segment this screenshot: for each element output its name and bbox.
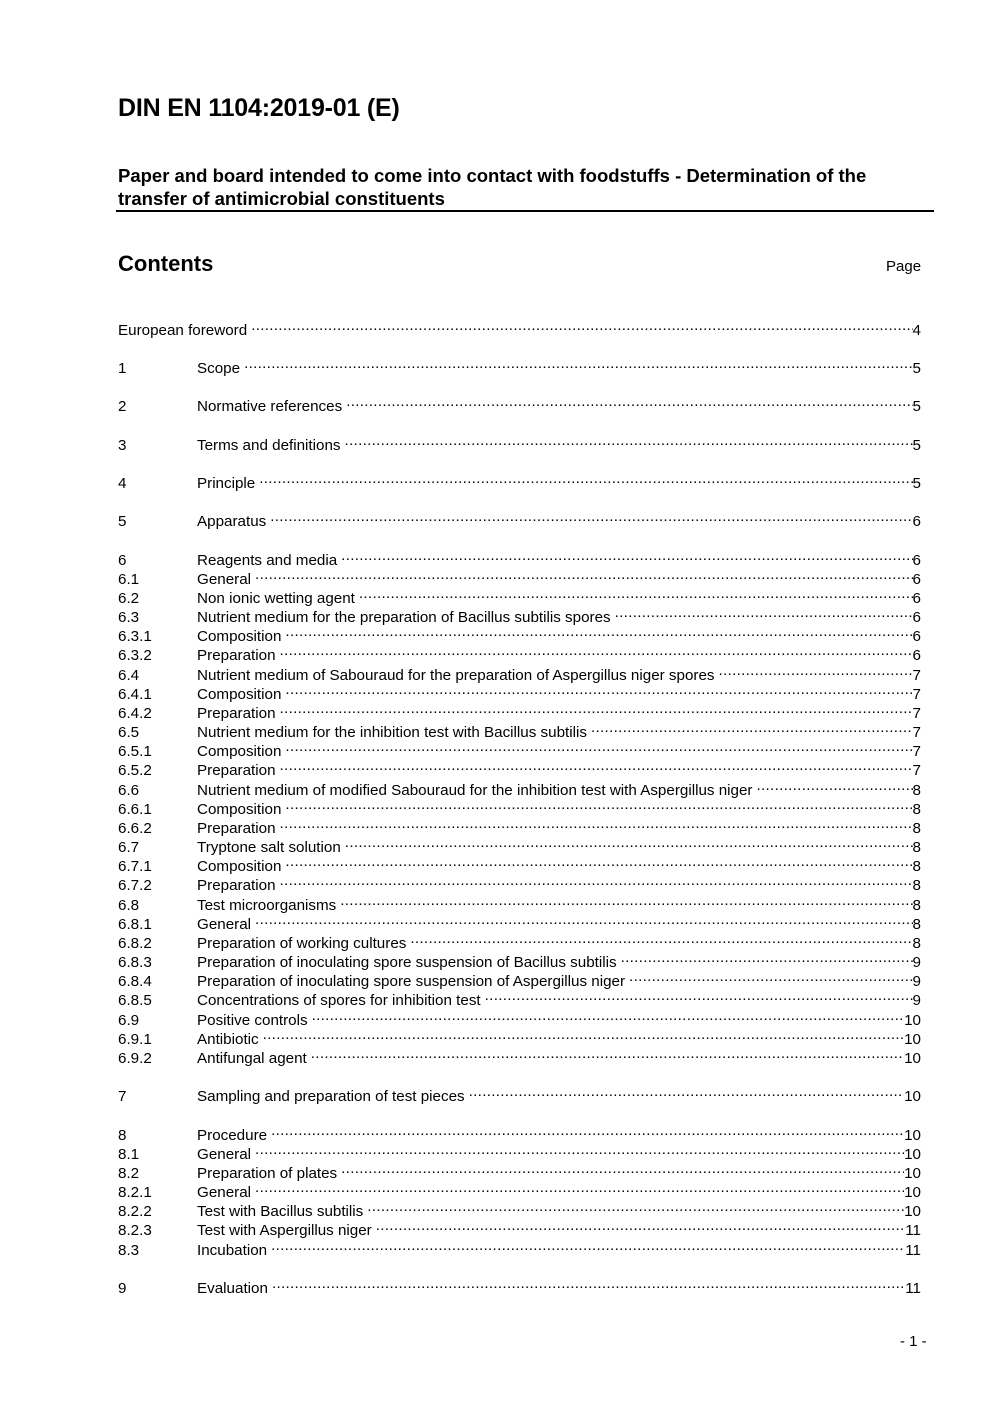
toc-entry[interactable] bbox=[118, 507, 921, 530]
toc-entry-number: 6.5 bbox=[118, 724, 140, 741]
document-subtitle: Paper and board intended to come into contact with foodstuffs - Determination of the transfer of antimicrobial constituents bbox=[118, 165, 867, 209]
toc-entry-page: 10 bbox=[904, 1165, 921, 1182]
toc-entry-title: Nutrient medium for the inhibition test with Bacillus subtilis bbox=[197, 724, 587, 741]
toc-dot-leader bbox=[410, 929, 912, 948]
toc-entry-page: 10 bbox=[904, 1050, 921, 1067]
toc-entry-title: Composition bbox=[197, 628, 282, 645]
toc-entry-title: General bbox=[197, 1184, 252, 1201]
toc-entry[interactable] bbox=[118, 1236, 921, 1259]
toc-entry-number: 6.5.1 bbox=[118, 743, 152, 760]
toc-dot-leader bbox=[469, 1082, 904, 1101]
toc-dot-leader bbox=[255, 1140, 904, 1159]
toc-dot-leader bbox=[280, 756, 913, 775]
toc-entry-title: Composition bbox=[197, 686, 282, 703]
toc-dot-leader bbox=[263, 1025, 904, 1044]
toc-entry-title: Incubation bbox=[197, 1242, 268, 1259]
toc-entry-page: 10 bbox=[904, 1146, 921, 1163]
toc-entry-title: Principle bbox=[197, 475, 256, 492]
toc-entry-page: 8 bbox=[912, 801, 921, 818]
toc-entry-title: Terms and definitions bbox=[197, 437, 341, 454]
toc-entry[interactable] bbox=[118, 1006, 921, 1029]
toc-entry-page: 11 bbox=[905, 1242, 921, 1259]
toc-entry[interactable] bbox=[118, 1082, 921, 1105]
toc-dot-leader bbox=[359, 584, 913, 603]
toc-dot-leader bbox=[340, 891, 912, 910]
toc-dot-leader bbox=[280, 641, 913, 660]
toc-dot-leader bbox=[271, 1121, 904, 1140]
toc-entry-number: 6.8.5 bbox=[118, 992, 152, 1009]
toc-entry-number: 8.2.1 bbox=[118, 1184, 152, 1201]
toc-entry[interactable] bbox=[118, 756, 921, 779]
document-title: DIN EN 1104:2019-01 (E) bbox=[118, 94, 400, 122]
toc-entry-page: 6 bbox=[912, 609, 921, 626]
toc-dot-leader bbox=[485, 986, 913, 1005]
toc-dot-leader bbox=[345, 833, 913, 852]
toc-entry-number: 6.6.2 bbox=[118, 820, 152, 837]
toc-entry-number: 6.8.1 bbox=[118, 916, 152, 933]
toc-entry-title: Evaluation bbox=[197, 1280, 268, 1297]
toc-entry[interactable] bbox=[118, 1197, 921, 1220]
toc-dot-leader bbox=[311, 1044, 904, 1063]
toc-entry-number: 6.2 bbox=[118, 590, 140, 607]
toc-entry-page: 8 bbox=[912, 916, 921, 933]
toc-entry-page: 6 bbox=[912, 628, 921, 645]
toc-entry-page: 8 bbox=[912, 935, 921, 952]
toc-entry[interactable] bbox=[118, 737, 921, 760]
toc-entry-number: 6.9 bbox=[118, 1012, 140, 1029]
toc-entry-page: 8 bbox=[912, 877, 921, 894]
toc-entry-number: 8.2.2 bbox=[118, 1203, 152, 1220]
toc-entry-page: 9 bbox=[912, 954, 921, 971]
toc-entry-number: 8.2.3 bbox=[118, 1222, 152, 1239]
toc-dot-leader bbox=[280, 871, 913, 890]
toc-entry-title: Scope bbox=[197, 360, 241, 377]
toc-entry-number: 8.1 bbox=[118, 1146, 140, 1163]
toc-entry-number: 6.3.1 bbox=[118, 628, 152, 645]
toc-entry[interactable] bbox=[118, 661, 921, 684]
toc-entry[interactable] bbox=[118, 948, 921, 971]
toc-dot-leader bbox=[255, 910, 913, 929]
toc-dot-leader bbox=[376, 1216, 905, 1235]
toc-entry-title: Nutrient medium of Sabouraud for the preparation of Aspergillus niger spores bbox=[197, 667, 715, 684]
toc-entry[interactable] bbox=[118, 1274, 921, 1297]
toc-dot-leader bbox=[312, 1006, 905, 1025]
toc-entry[interactable] bbox=[118, 1140, 921, 1163]
toc-dot-leader bbox=[285, 622, 912, 641]
toc-dot-leader bbox=[341, 1159, 904, 1178]
toc-entry-page: 6 bbox=[912, 513, 921, 530]
toc-entry-page: 7 bbox=[912, 762, 921, 779]
toc-entry[interactable] bbox=[118, 1178, 921, 1201]
toc-dot-leader bbox=[270, 507, 912, 526]
toc-entry-title: Preparation of inoculating spore suspension of Aspergillus niger bbox=[197, 973, 626, 990]
toc-entry-page: 9 bbox=[912, 973, 921, 990]
toc-entry-title: Positive controls bbox=[197, 1012, 308, 1029]
toc-entry-page: 10 bbox=[904, 1203, 921, 1220]
toc-entry[interactable] bbox=[118, 469, 921, 492]
toc-entry-number: 6.6.1 bbox=[118, 801, 152, 818]
toc-entry[interactable] bbox=[118, 986, 921, 1009]
toc-entry-title: Composition bbox=[197, 801, 282, 818]
toc-entry[interactable] bbox=[118, 891, 921, 914]
toc-entry[interactable] bbox=[118, 1121, 921, 1144]
toc-dot-leader bbox=[255, 1178, 904, 1197]
toc-dot-leader bbox=[719, 661, 913, 680]
toc-entry[interactable] bbox=[118, 833, 921, 856]
toc-entry-page: 7 bbox=[912, 686, 921, 703]
toc-entry-number: 6.1 bbox=[118, 571, 140, 588]
toc-entry[interactable] bbox=[118, 967, 921, 990]
toc-entry-title: Nutrient medium for the preparation of Bacillus subtilis spores bbox=[197, 609, 611, 626]
toc-entry-title: Preparation bbox=[197, 647, 276, 664]
toc-entry-page: 10 bbox=[904, 1184, 921, 1201]
toc-entry-number: 6.7.1 bbox=[118, 858, 152, 875]
toc-entry-number: 6.3.2 bbox=[118, 647, 152, 664]
toc-entry-page: 6 bbox=[912, 571, 921, 588]
toc-entry-title: Apparatus bbox=[197, 513, 267, 530]
toc-dot-leader bbox=[345, 431, 913, 450]
toc-dot-leader bbox=[346, 392, 912, 411]
toc-entry-title: Normative references bbox=[197, 398, 343, 415]
toc-entry-title: Tryptone salt solution bbox=[197, 839, 341, 856]
toc-entry[interactable] bbox=[118, 431, 921, 454]
toc-dot-leader bbox=[285, 737, 912, 756]
toc-entry-page: 5 bbox=[912, 475, 921, 492]
toc-entry-number: 6 bbox=[118, 552, 127, 569]
toc-entry-number: 2 bbox=[118, 398, 127, 415]
toc-entry[interactable] bbox=[118, 546, 921, 569]
toc-entry-title: Non ionic wetting agent bbox=[197, 590, 355, 607]
toc-entry[interactable] bbox=[118, 1044, 921, 1067]
toc-entry[interactable] bbox=[118, 795, 921, 818]
toc-entry[interactable] bbox=[118, 1025, 921, 1048]
toc-entry-number: 3 bbox=[118, 437, 127, 454]
toc-dot-leader bbox=[244, 354, 912, 373]
toc-entry-title: Sampling and preparation of test pieces bbox=[197, 1088, 465, 1105]
toc-entry-page: 5 bbox=[912, 437, 921, 454]
toc-entry-number: 6.4.2 bbox=[118, 705, 152, 722]
toc-entry-title: Preparation bbox=[197, 762, 276, 779]
toc-entry[interactable] bbox=[118, 641, 921, 664]
toc-dot-leader bbox=[285, 852, 912, 871]
toc-entry[interactable] bbox=[118, 354, 921, 377]
toc-dot-leader bbox=[285, 680, 912, 699]
toc-entry-page: 7 bbox=[912, 705, 921, 722]
toc-dot-leader bbox=[591, 718, 913, 737]
toc-entry-page: 6 bbox=[912, 590, 921, 607]
toc-entry-number: 9 bbox=[118, 1280, 127, 1297]
toc-entry-number: 8 bbox=[118, 1127, 127, 1144]
toc-entry-number: 6.6 bbox=[118, 782, 140, 799]
toc-entry-page: 5 bbox=[912, 398, 921, 415]
toc-entry[interactable] bbox=[118, 718, 921, 741]
toc-entry-title: Antifungal agent bbox=[197, 1050, 307, 1067]
toc-entry[interactable] bbox=[118, 392, 921, 415]
toc-dot-leader bbox=[629, 967, 913, 986]
toc-entry-page: 9 bbox=[912, 992, 921, 1009]
toc-dot-leader bbox=[367, 1197, 904, 1216]
toc-entry[interactable] bbox=[118, 316, 921, 339]
toc-entry-title: Preparation bbox=[197, 877, 276, 894]
toc-entry-page: 8 bbox=[912, 782, 921, 799]
toc-entry-page: 7 bbox=[912, 743, 921, 760]
toc-entry-number: 8.3 bbox=[118, 1242, 140, 1259]
toc-entry-page: 10 bbox=[904, 1031, 921, 1048]
page-column-heading: Page bbox=[886, 258, 922, 275]
toc-entry-page: 4 bbox=[912, 322, 921, 339]
toc-entry-title: Antibiotic bbox=[197, 1031, 259, 1048]
toc-entry[interactable] bbox=[118, 699, 921, 722]
toc-dot-leader bbox=[621, 948, 913, 967]
toc-dot-leader bbox=[280, 699, 913, 718]
toc-dot-leader bbox=[259, 469, 912, 488]
toc-entry-number: 1 bbox=[118, 360, 127, 377]
toc-entry-page: 10 bbox=[904, 1088, 921, 1105]
toc-entry-title: Preparation of inoculating spore suspension of Bacillus subtilis bbox=[197, 954, 617, 971]
toc-entry-page: 11 bbox=[905, 1222, 921, 1239]
toc-entry[interactable] bbox=[118, 1159, 921, 1182]
toc-entry-page: 7 bbox=[912, 724, 921, 741]
toc-entry[interactable] bbox=[118, 776, 921, 799]
toc-entry-number: 6.4.1 bbox=[118, 686, 152, 703]
toc-entry-title: Preparation bbox=[197, 705, 276, 722]
toc-entry-number: 6.8.4 bbox=[118, 973, 152, 990]
toc-dot-leader bbox=[272, 1274, 905, 1293]
toc-entry-title: Concentrations of spores for inhibition test bbox=[197, 992, 481, 1009]
toc-entry-title: General bbox=[197, 571, 252, 588]
toc-entry-title: Test microorganisms bbox=[197, 897, 337, 914]
toc-entry[interactable] bbox=[118, 565, 921, 588]
toc-entry-page: 8 bbox=[912, 839, 921, 856]
toc-entry-number: 8.2 bbox=[118, 1165, 140, 1182]
toc-entry-page: 11 bbox=[905, 1280, 921, 1297]
toc-entry-page: 8 bbox=[912, 897, 921, 914]
toc-entry-title: Composition bbox=[197, 858, 282, 875]
toc-entry-page: 5 bbox=[912, 360, 921, 377]
contents-heading: Contents bbox=[118, 251, 214, 276]
page-number: - 1 - bbox=[900, 1333, 927, 1350]
toc-entry-number: 5 bbox=[118, 513, 127, 530]
toc-entry-page: 6 bbox=[912, 647, 921, 664]
toc-entry[interactable] bbox=[118, 680, 921, 703]
toc-entry-title: Preparation bbox=[197, 820, 276, 837]
toc-entry-page: 10 bbox=[904, 1127, 921, 1144]
toc-entry[interactable] bbox=[118, 852, 921, 875]
toc-entry[interactable] bbox=[118, 1216, 921, 1239]
toc-dot-leader bbox=[341, 546, 912, 565]
toc-entry-title: Preparation of plates bbox=[197, 1165, 338, 1182]
toc-entry[interactable] bbox=[118, 910, 921, 933]
toc-entry-number: 6.8.3 bbox=[118, 954, 152, 971]
toc-entry-page: 6 bbox=[912, 552, 921, 569]
toc-dot-leader bbox=[757, 776, 913, 795]
toc-dot-leader bbox=[251, 316, 912, 335]
toc-dot-leader bbox=[271, 1236, 905, 1255]
toc-entry[interactable] bbox=[118, 814, 921, 837]
toc-entry-number: 6.9.1 bbox=[118, 1031, 152, 1048]
toc-dot-leader bbox=[615, 603, 913, 622]
toc-dot-leader bbox=[280, 814, 913, 833]
toc-entry-page: 8 bbox=[912, 858, 921, 875]
toc-entry-title: European foreword bbox=[118, 322, 248, 339]
toc-entry-title: Preparation of working cultures bbox=[197, 935, 407, 952]
toc-entry-number: 6.9.2 bbox=[118, 1050, 152, 1067]
toc-entry-number: 4 bbox=[118, 475, 127, 492]
toc-entry-number: 6.8.2 bbox=[118, 935, 152, 952]
toc-entry-number: 7 bbox=[118, 1088, 127, 1105]
toc-entry-number: 6.7 bbox=[118, 839, 140, 856]
toc-entry-title: Test with Bacillus subtilis bbox=[197, 1203, 364, 1220]
toc-entry-number: 6.4 bbox=[118, 667, 140, 684]
toc-entry[interactable] bbox=[118, 871, 921, 894]
toc-entry-page: 8 bbox=[912, 820, 921, 837]
toc-entry-title: Test with Aspergillus niger bbox=[197, 1222, 372, 1239]
toc-entry-title: Reagents and media bbox=[197, 552, 338, 569]
toc-entry[interactable] bbox=[118, 929, 921, 952]
toc-dot-leader bbox=[285, 795, 912, 814]
toc-entry-title: General bbox=[197, 1146, 252, 1163]
toc-entry-number: 6.3 bbox=[118, 609, 140, 626]
toc-entry[interactable] bbox=[118, 584, 921, 607]
toc-entry[interactable] bbox=[118, 603, 921, 626]
toc-entry-title: Procedure bbox=[197, 1127, 268, 1144]
toc-entry-page: 7 bbox=[912, 667, 921, 684]
toc-dot-leader bbox=[255, 565, 913, 584]
toc-entry[interactable] bbox=[118, 622, 921, 645]
toc-entry-title: Nutrient medium of modified Sabouraud for the inhibition test with Aspergillus niger bbox=[197, 782, 753, 799]
toc-entry-number: 6.5.2 bbox=[118, 762, 152, 779]
title-rule bbox=[116, 210, 934, 212]
toc-entry-number: 6.8 bbox=[118, 897, 140, 914]
toc-entry-title: General bbox=[197, 916, 252, 933]
toc-entry-title: Composition bbox=[197, 743, 282, 760]
toc-entry-page: 10 bbox=[904, 1012, 921, 1029]
toc-entry-number: 6.7.2 bbox=[118, 877, 152, 894]
